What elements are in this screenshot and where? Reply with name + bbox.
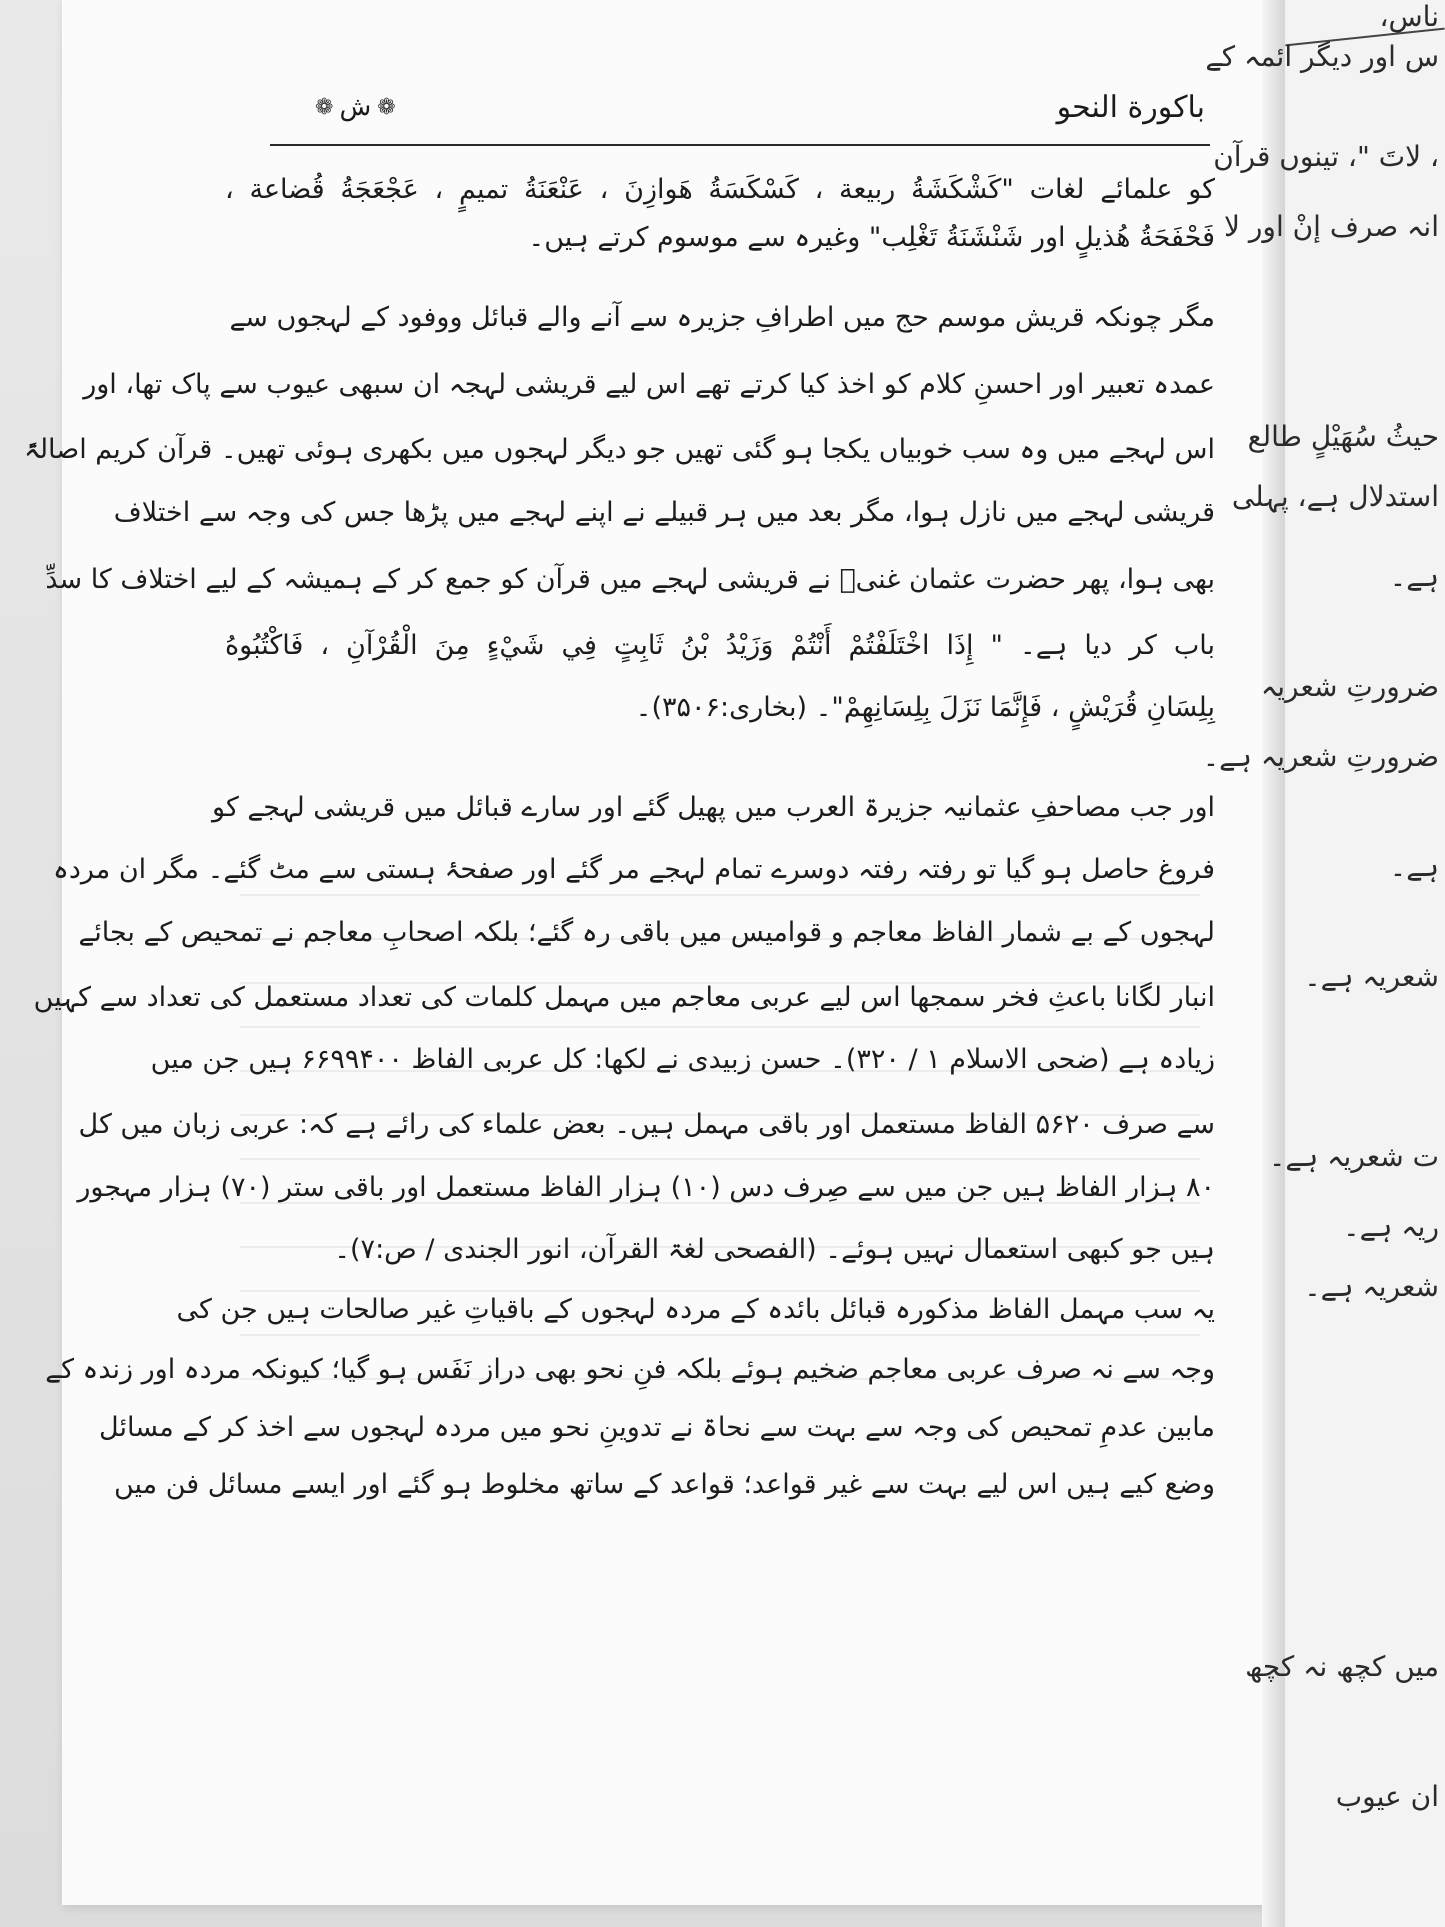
text-line: کو علمائے لغات "كَشْكَشَةُ ربيعة ، كَسْكَسَةُ هَوازِنَ ، عَنْعَنَةُ تميمٍ ، عَجْعَجَةُ قُضاعة ، [225, 174, 1215, 205]
text-line: اور جب مصاحفِ عثمانیہ جزیرۃ العرب میں پھیل گئے اور سارے قبائل میں قریشی لہجے کو [212, 792, 1215, 823]
next-page-fragment: حيثُ سُهَيْلٍ طالع [1247, 420, 1439, 453]
header-divider [270, 144, 1210, 146]
text-line: لہجوں کے بے شمار الفاظ معاجم و قوامیس میں باقی رہ گئے؛ بلکہ اصحابِ معاجم نے تمحیص کے بجائے [78, 917, 1215, 948]
next-page-fragment: ناس، [1379, 0, 1439, 33]
text-line: اس لہجے میں وہ سب خوبیاں یکجا ہو گئی تھیں جو دیگر لہجوں میں بکھری ہوئی تھیں۔ قرآن کریم اصالۃً [24, 434, 1215, 465]
text-line: یہ سب مہمل الفاظ مذکورہ قبائل بائدہ کے مردہ لہجوں کے باقیاتِ غیر صالحات ہیں جن کی [176, 1294, 1215, 1325]
next-page-fragment: استدلال ہے، پہلی [1231, 480, 1439, 513]
next-page-fragment: شعریہ ہے۔ [1304, 960, 1439, 993]
text-line: فروغ حاصل ہو گیا تو رفتہ رفتہ دوسرے تمام لہجے مر گئے اور صفحۂ ہستی سے مٹ گئے۔ مگر ان مردہ [53, 854, 1215, 885]
text-line: ہیں جو کبھی استعمال نہیں ہوئے۔ (الفصحی لغۃ القرآن، انور الجندی / ص:۷)۔ [334, 1234, 1215, 1265]
next-page-fragment: ان عیوب [1335, 1780, 1439, 1813]
next-page-fragment: انہ صرف إنْ اور لا [1224, 210, 1439, 243]
text-line: قریشی لہجے میں نازل ہوا، مگر بعد میں ہر قبیلے نے اپنے لہجے میں پڑھا جس کی وجہ سے اختلاف [113, 497, 1215, 528]
text-line: باب کر دیا ہے۔ " إِذَا اخْتَلَفْتُمْ أَنْتُمْ وَزَيْدُ بْنُ ثَابِتٍ فِي شَيْءٍ مِنَ الْقُرْآنِ ، فَاكْتُبُوهُ [225, 630, 1215, 661]
text-line: ۸۰ ہزار الفاظ ہیں جن میں سے صِرف دس (۱۰) ہزار الفاظ مستعمل اور باقی ستر (۷۰) ہزار مہجور [77, 1172, 1215, 1203]
next-page-fragment: ، لاتَ "، تینوں قرآن [1213, 140, 1439, 173]
next-page-fragment: ہے۔ [1389, 560, 1439, 593]
next-page-edge [1202, 0, 1445, 1927]
next-page-fragment: ت شعریہ ہے۔ [1269, 1140, 1439, 1173]
page-header [275, 90, 1205, 136]
next-page-fragment: ریہ ہے۔ [1343, 1210, 1439, 1243]
text-line: بھی ہوا، پھر حضرت عثمان غنیؓ نے قریشی لہجے میں قرآن کو جمع کر کے ہمیشہ کے لیے اختلاف کا سدِّ [45, 564, 1215, 595]
next-page-fragment: شعریہ ہے۔ [1304, 1270, 1439, 1303]
text-line: عمدہ تعبیر اور احسنِ کلام کو اخذ کیا کرتے تھے اس لیے قریشی لہجہ ان سبھی عیوب سے پاک تھا، اور [83, 369, 1215, 400]
text-line: وضع کیے ہیں اس لیے بہت سے غیر قواعد؛ قواعد کے ساتھ مخلوط ہو گئے اور ایسے مسائل فن میں [113, 1469, 1215, 1500]
page-number [315, 92, 396, 122]
text-line: مگر چونکہ قریش موسم حج میں اطرافِ جزیرہ سے آنے والے قبائل ووفود کے لہجوں سے [229, 302, 1215, 333]
text-line: وجہ سے نہ صرف عربی معاجم ضخیم ہوئے بلکہ فنِ نحو بھی دراز نَفَس ہو گیا؛ کیونکہ مردہ اور زندہ کے [45, 1354, 1215, 1385]
ornament-left-icon: ❁ [315, 94, 334, 120]
text-line: سے صرف ۵۶۲۰ الفاظ مستعمل اور باقی مہمل ہیں۔ بعض علماء کی رائے ہے کہ: عربی زبان میں کل [78, 1109, 1215, 1140]
text-line: زیادہ ہے (ضحی الاسلام ۱ / ۳۲۰)۔ حسن زبیدی نے لکھا: کل عربی الفاظ ۶۶۹۹۴۰۰ ہیں جن میں [150, 1044, 1215, 1075]
text-line: بِلِسَانِ قُرَيْشٍ ، فَإِنَّمَا نَزَلَ بِلِسَانِهِمْ"۔ (بخاری:۳۵۰۶)۔ [635, 692, 1215, 723]
book-title: باكورة النحو [1056, 90, 1205, 125]
next-page-fragment: میں کچھ نہ کچھ [1245, 1650, 1439, 1683]
page-number-label: ش [339, 92, 372, 122]
text-line: انبار لگانا باعثِ فخر سمجھا اس لیے عربی معاجم میں مہمل کلمات کی تعداد مستعمل کی تعداد سے کہیں [33, 982, 1215, 1013]
next-page-fragment: ضرورتِ شعریہ [1260, 670, 1439, 703]
next-page-fragment: س اور دیگر ائمہ کے [1205, 40, 1439, 73]
ornament-right-icon: ❁ [377, 94, 396, 120]
text-line: مابین عدمِ تمحیص کی وجہ سے بہت سے نحاۃ نے تدوینِ نحو میں مردہ لہجوں سے اخذ کر کے مسائل [99, 1412, 1215, 1443]
next-page-fragment: ضرورتِ شعریہ ہے۔ [1202, 740, 1439, 773]
text-line: فَحْفَحَةُ هُذيلٍ اور شَنْشَنَةُ تَغْلِب" وغیرہ سے موسوم کرتے ہیں۔ [528, 222, 1215, 253]
next-page-fragment: ہے۔ [1389, 850, 1439, 883]
